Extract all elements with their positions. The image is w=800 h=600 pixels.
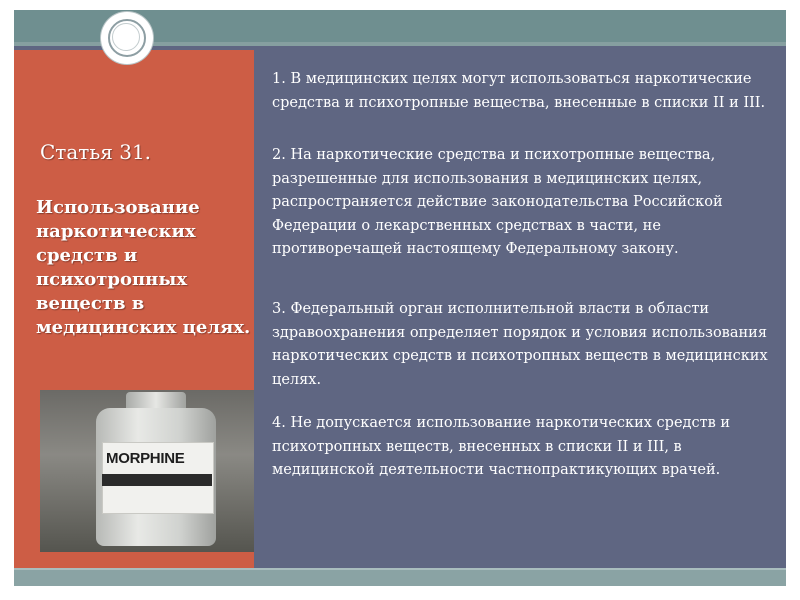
emblem-inner-ring (112, 23, 140, 51)
paragraph-2-text: 2. На наркотические средства и психотропные вещества, разрешенные для использования в медицинских целях, распространяется действие законодательства Российской Федерации о лекарственных средствах в части, не противоречащей настоящему Федеральному закону. (272, 147, 723, 257)
paragraph-3 (272, 298, 772, 392)
bottom-band (14, 568, 786, 586)
paragraph-2 (272, 144, 772, 262)
paragraph-4-text: 4. Не допускается использование наркотических средств и психотропных веществ, внесенных в списки II и III, в медицинской деятельности частнопрактикующих врачей. (272, 415, 731, 478)
article-label: Статья 31. (40, 140, 152, 164)
paragraph-4 (272, 412, 772, 483)
paragraph-3-text: 3. Федеральный орган исполнительной власти в области здравоохранения определяет порядок и условия использования наркотических средств и психотропных веществ в медицинских целях. (272, 301, 768, 388)
bottle-label-band (102, 474, 212, 486)
article-title: Использование наркотических средств и психотропных веществ в медицинских целях. (36, 197, 251, 338)
paragraph-1-text: 1. В медицинских целях могут использоваться наркотические средства и психотропные вещества, внесенные в списки II и III. (272, 71, 766, 111)
bottle-label-text: MORPHINE (106, 450, 185, 467)
circle-emblem-icon (101, 12, 153, 64)
morphine-bottle-photo (40, 390, 254, 552)
left-panel (14, 50, 254, 568)
paragraph-1 (272, 68, 772, 115)
